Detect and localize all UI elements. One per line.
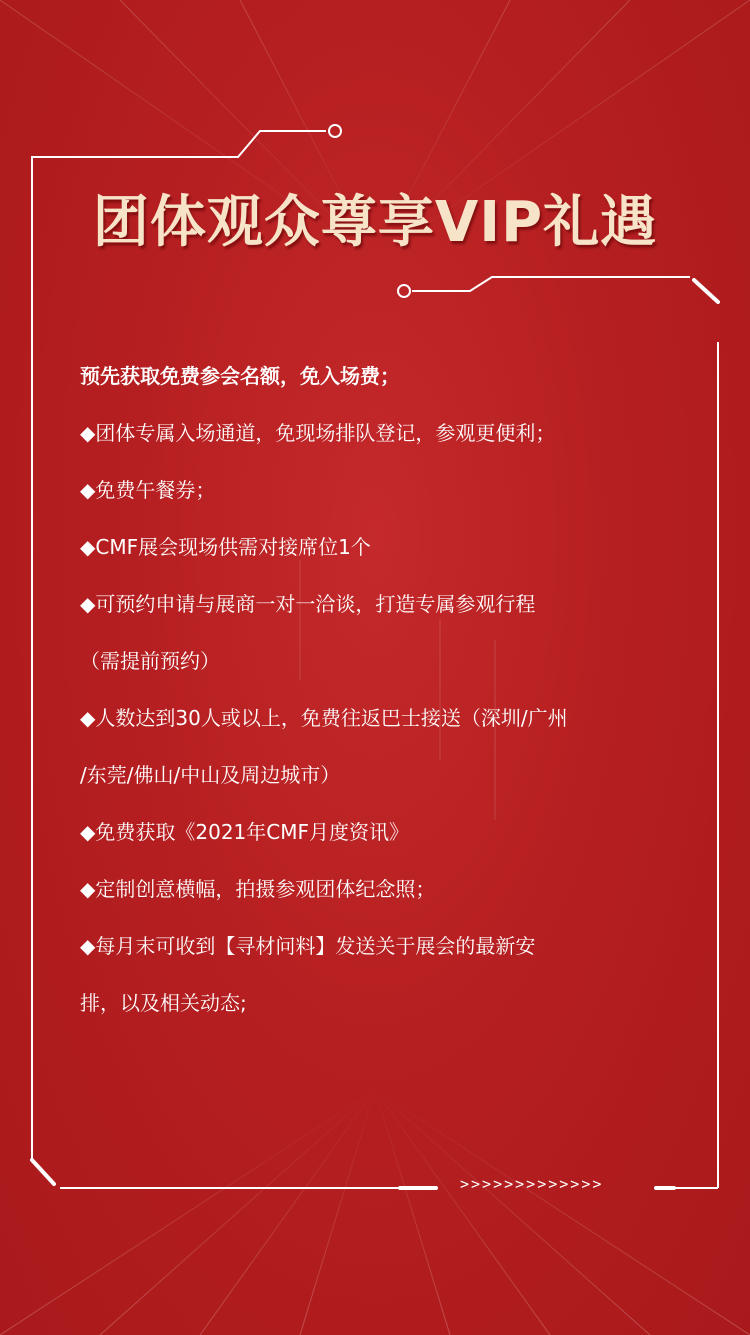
list-item: ◆CMF展会现场供需对接席位1个	[80, 535, 371, 559]
list-item: （需提前预约）	[80, 649, 220, 673]
page-title: 团体观众尊享VIP礼遇	[92, 190, 658, 255]
list-item: ◆每月末可收到【寻材问料】发送关于展会的最新安	[80, 934, 536, 958]
list-item: ◆可预约申请与展商一对一洽谈，打造专属参观行程	[80, 592, 536, 616]
list-item: ◆免费获取《2021年CMF月度资讯》	[80, 820, 410, 844]
lead-benefit: 预先获取免费参会名额，免入场费；	[80, 364, 400, 388]
list-item: ◆免费午餐券；	[80, 478, 216, 502]
list-item: ◆团体专属入场通道，免现场排队登记，参观更便利；	[80, 421, 556, 445]
list-item: ◆人数达到30人或以上，免费往返巴士接送（深圳/广州	[80, 706, 568, 730]
list-item: /东莞/佛山/中山及周边城市）	[80, 763, 341, 787]
benefits-list	[80, 348, 680, 1032]
footer-arrows: >>>>>>>>>>>>>	[460, 1175, 604, 1193]
list-item: 排，以及相关动态;	[80, 991, 247, 1015]
list-item: ◆定制创意横幅，拍摄参观团体纪念照；	[80, 877, 436, 901]
